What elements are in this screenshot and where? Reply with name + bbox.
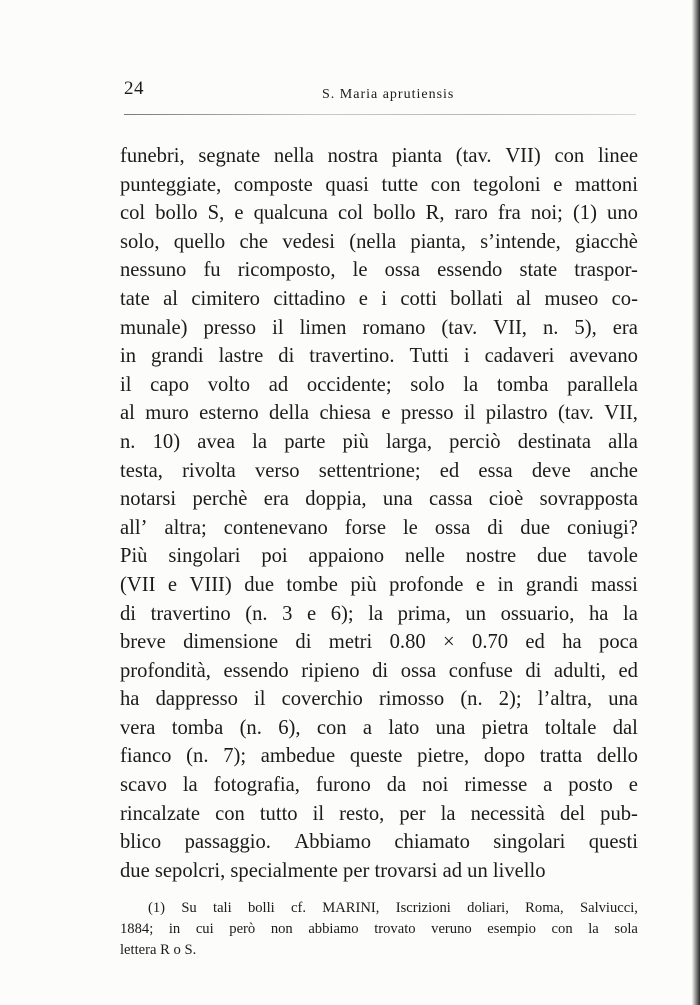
text-line: profondità, essendo ripieno di ossa confuse di adulti, ed [120, 659, 638, 682]
header-rule [124, 114, 636, 115]
text-line: in grandi lastre di travertino. Tutti i cadaveri avevano [120, 345, 638, 368]
text-line: di travertino (n. 3 e 6); la prima, un ossuario, ha la [120, 602, 638, 625]
text-line: all’ altra; contenevano forse le ossa di due coniugi? [120, 516, 638, 539]
text-line: rincalzate con tutto il resto, per la necessità del pub- [120, 802, 638, 825]
text-line: blico passaggio. Abbiamo chiamato singolari questi [120, 831, 638, 854]
text-line: breve dimensione di metri 0.80 × 0.70 ed ha poca [120, 631, 638, 654]
page-header [124, 78, 636, 118]
page-edge-shadow [692, 0, 700, 1005]
text-line: testa, rivolta verso settentrione; ed essa deve anche [120, 459, 638, 482]
text-line: punteggiate, composte quasi tutte con tegoloni e mattoni [120, 173, 638, 196]
footnote-block [120, 898, 638, 961]
text-line: il capo volto ad occidente; solo la tomba parallela [120, 373, 638, 396]
running-title: S. Maria aprutiensis [322, 87, 455, 102]
text-line: funebri, segnate nella nostra pianta (tav. VII) con linee [120, 145, 638, 167]
footnote-line: 1884; in cui però non abbiamo trovato veruno esempio con la sola [120, 921, 638, 937]
text-line: tate al cimitero cittadino e i cotti bollati al museo co- [120, 287, 638, 310]
text-line: ha dappresso il coverchio rimosso (n. 2); l’altra, una [120, 688, 638, 711]
footnote-line: lettera R o S. [120, 942, 197, 958]
text-line: col bollo S, e qualcuna col bollo R, raro fra noi; (1) uno [120, 202, 638, 225]
text-line: nessuno fu ricomposto, le ossa essendo state traspor- [120, 259, 638, 282]
text-line: fianco (n. 7); ambedue queste pietre, dopo tratta dello [120, 745, 638, 768]
text-line: munale) presso il limen romano (tav. VII, n. 5), era [120, 316, 638, 339]
text-line: scavo la fotografia, furono da noi rimesse a posto e [120, 774, 638, 797]
text-line: al muro esterno della chiesa e presso il pilastro (tav. VII, [120, 402, 638, 425]
text-line: notarsi perchè era doppia, una cassa cioè sovrapposta [120, 488, 638, 511]
body-text [120, 142, 638, 885]
text-line: vera tomba (n. 6), con a lato una pietra toltale dal [120, 716, 638, 739]
footnote-line: (1) Su tali bolli cf. MARINI, Iscrizioni doliari, Roma, Salviucci, [148, 900, 638, 916]
text-line: (VII e VIII) due tombe più profonde e in grandi massi [120, 573, 638, 596]
text-line: solo, quello che vedesi (nella pianta, s’intende, giacchè [120, 230, 638, 253]
text-line: due sepolcri, specialmente per trovarsi ad un livello [120, 859, 546, 882]
text-line: n. 10) avea la parte più larga, perciò destinata alla [120, 430, 638, 453]
text-line: Più singolari poi appaiono nelle nostre due tavole [120, 545, 638, 568]
page-number: 24 [124, 78, 144, 99]
